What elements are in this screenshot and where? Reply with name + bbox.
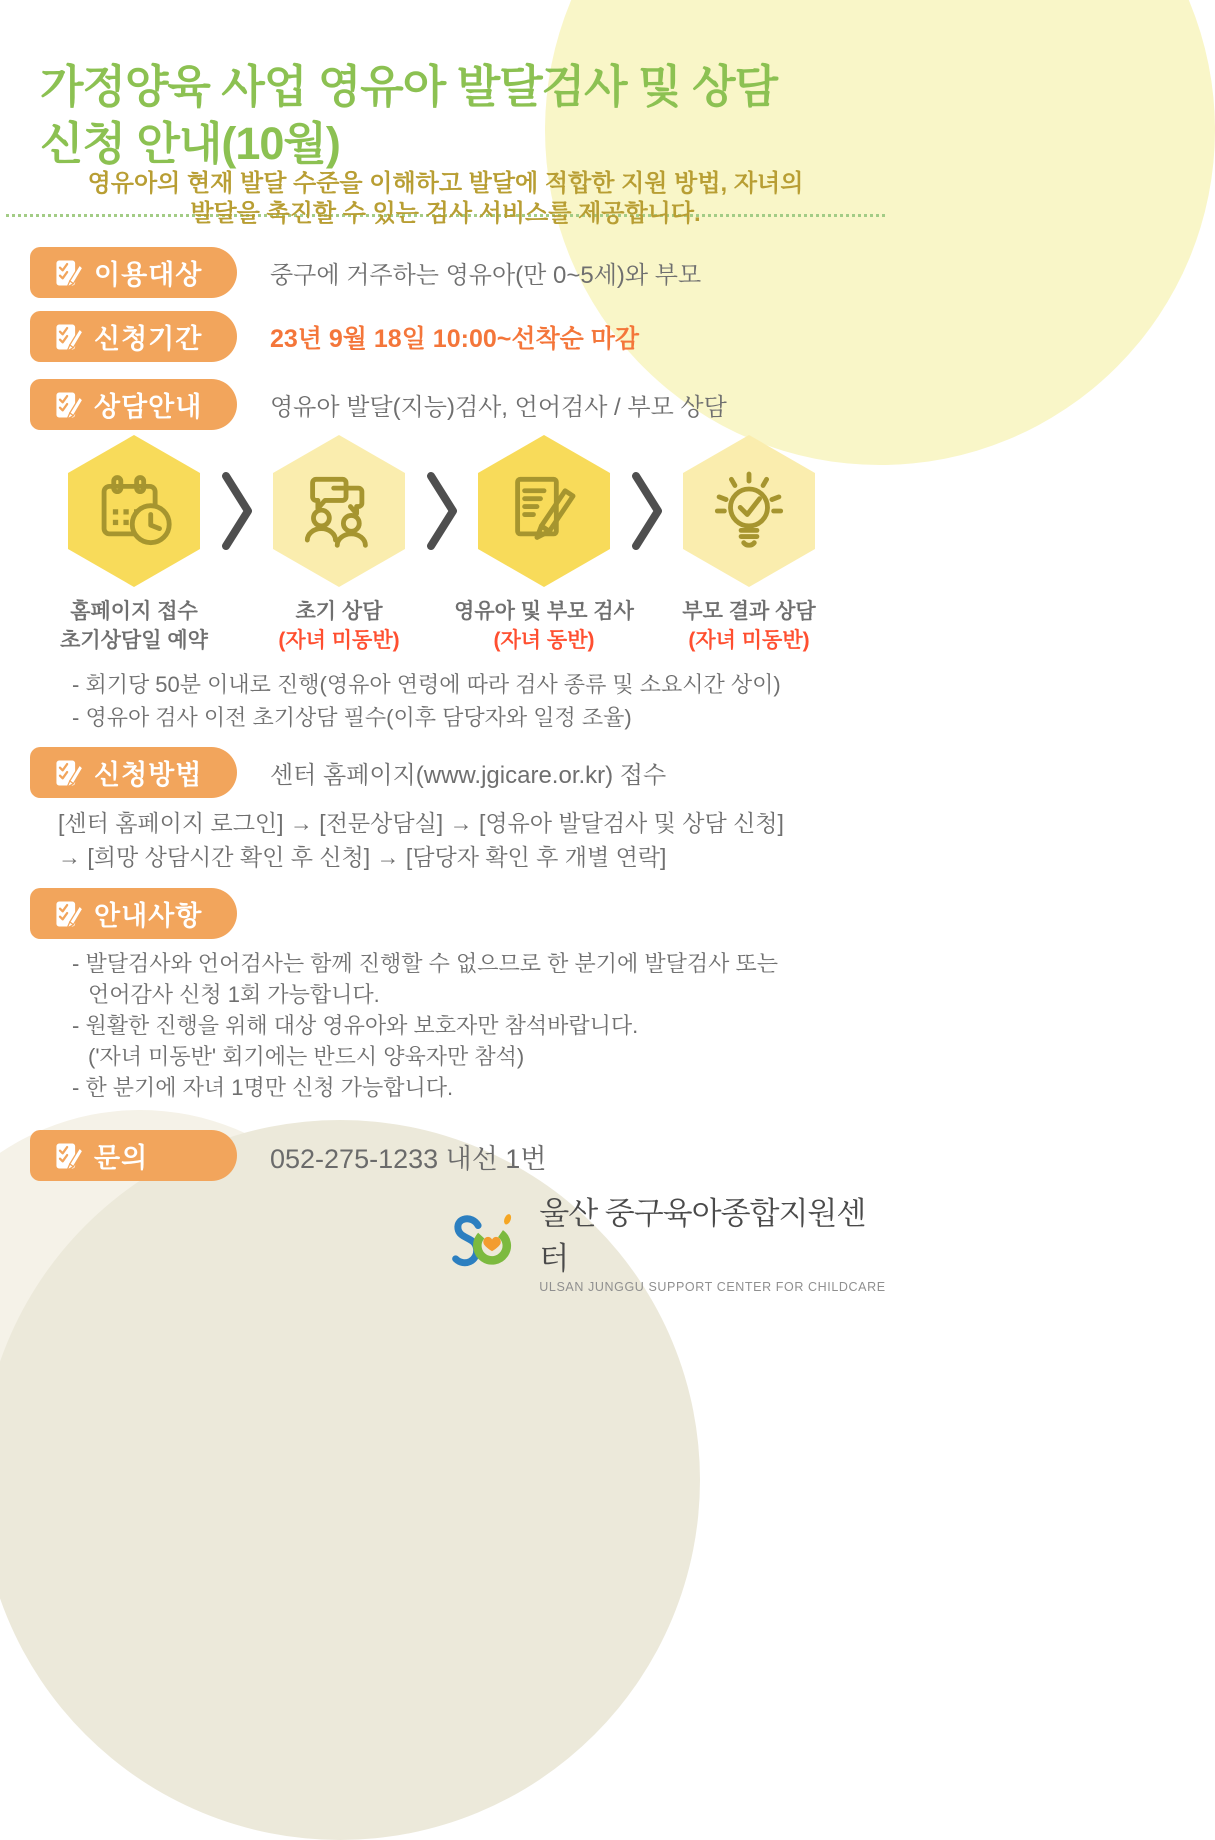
section-pill-period [30, 311, 237, 362]
subtitle-line-1: 영유아의 현재 발달 수준을 이해하고 발달에 적합한 지원 방법, 자녀의 [87, 170, 804, 197]
page-title [40, 58, 870, 172]
contact-phone: 052-275-1233 내선 1번 [270, 1143, 547, 1174]
lightbulb-check-icon [705, 467, 793, 555]
clipboard-pen-icon [52, 757, 84, 789]
section-pill-contact [30, 1130, 237, 1181]
chevron-right-icon [220, 468, 254, 554]
process-step-2-label: 초기 상담 (자녀 미동반) [239, 597, 439, 655]
process-step-3-label: 영유아 및 부모 검사 (자녀 동반) [444, 597, 644, 655]
counsel-note-2: - 영유아 검사 이전 초기상담 필수(이후 담당자와 일정 조율) [72, 705, 632, 730]
subtitle-line-2: 발달을 촉진할 수 있는 검사 서비스를 제공합니다. [190, 200, 701, 227]
notice-item: - 원활한 진행을 위해 대상 영유아와 보호자만 참석바랍니다. [72, 1013, 639, 1038]
clipboard-pen-icon [52, 898, 84, 930]
clipboard-pen-icon [52, 1140, 84, 1172]
clipboard-pen-icon [52, 257, 84, 289]
child-accompanied-note: (자녀 동반) [493, 629, 595, 652]
center-logo-icon [448, 1210, 525, 1272]
counsel-note-1: - 회기당 50분 이내로 진행(영유아 연령에 따라 검사 종류 및 소요시간 상이) [72, 672, 781, 697]
chevron-right-icon [425, 468, 459, 554]
process-step-3-hex [478, 435, 610, 587]
counsel-value: 영유아 발달(지능)검사, 언어검사 / 부모 상담 [270, 394, 727, 421]
subtitle [0, 169, 891, 229]
process-step-4-hex [683, 435, 815, 587]
chat-people-icon [295, 467, 383, 555]
clipboard-pen-icon [52, 321, 84, 353]
process-step-1-label: 홈페이지 접수 초기상담일 예약 [60, 600, 208, 652]
org-name-english: ULSAN JUNGGU SUPPORT CENTER FOR CHILDCARE [539, 1280, 886, 1294]
document-pencil-icon [500, 467, 588, 555]
notice-item: - 한 분기에 자녀 1명만 신청 가능합니다. [72, 1075, 454, 1100]
footer-org-text [539, 1188, 891, 1294]
process-step-2-hex [273, 435, 405, 587]
apply-step-line-1: [센터 홈페이지 로그인] → [전문상담실] → [영유아 발달검사 및 상담 신청] [58, 810, 784, 836]
clipboard-pen-icon [52, 389, 84, 421]
counsel-notes [72, 668, 872, 734]
section-pill-apply [30, 747, 237, 798]
footer-logo [448, 1188, 891, 1294]
apply-step-line-2: → [희망 상담시간 확인 후 신청] → [담당자 확인 후 개별 연락] [58, 844, 667, 870]
period-value: 23년 9월 18일 10:00~선착순 마감 [270, 324, 640, 353]
section-label-apply: 신청방법 [94, 760, 203, 790]
child-not-accompanied-note: (자녀 미동반) [688, 629, 810, 652]
section-pill-notice [30, 888, 237, 939]
org-name-korean: 울산 중구육아종합지원센터 [539, 1196, 866, 1276]
process-step-4-label: 부모 결과 상담 (자녀 미동반) [649, 597, 849, 655]
title-line-2: 신청 안내(10월) [40, 118, 340, 169]
child-not-accompanied-note: (자녀 미동반) [278, 629, 400, 652]
process-step-1-hex [68, 435, 200, 587]
apply-value: 센터 홈페이지(www.jgicare.or.kr) 접수 [270, 762, 667, 789]
section-label-target: 이용대상 [94, 260, 203, 290]
section-pill-target [30, 247, 237, 298]
section-label-notice: 안내사항 [94, 901, 203, 931]
section-pill-counsel [30, 379, 237, 430]
chevron-right-icon [630, 468, 664, 554]
notice-item-continuation: ('자녀 미동반' 회기에는 반드시 양육자만 참석) [88, 1044, 525, 1069]
title-line-1: 가정양육 사업 영유아 발달검사 및 상담 [40, 61, 778, 112]
notice-item: - 발달검사와 언어검사는 함께 진행할 수 없으므로 한 분기에 발달검사 또는 [72, 951, 779, 976]
notice-list [72, 948, 872, 1103]
notice-item-continuation: 언어감사 신청 1회 가능합니다. [88, 982, 380, 1007]
target-value: 중구에 거주하는 영유아(만 0~5세)와 부모 [270, 262, 702, 289]
section-label-period: 신청기간 [94, 324, 203, 354]
apply-steps [58, 806, 868, 874]
section-label-contact: 문의 [94, 1143, 149, 1173]
calendar-clock-icon [90, 467, 178, 555]
section-label-counsel: 상담안내 [94, 392, 203, 422]
